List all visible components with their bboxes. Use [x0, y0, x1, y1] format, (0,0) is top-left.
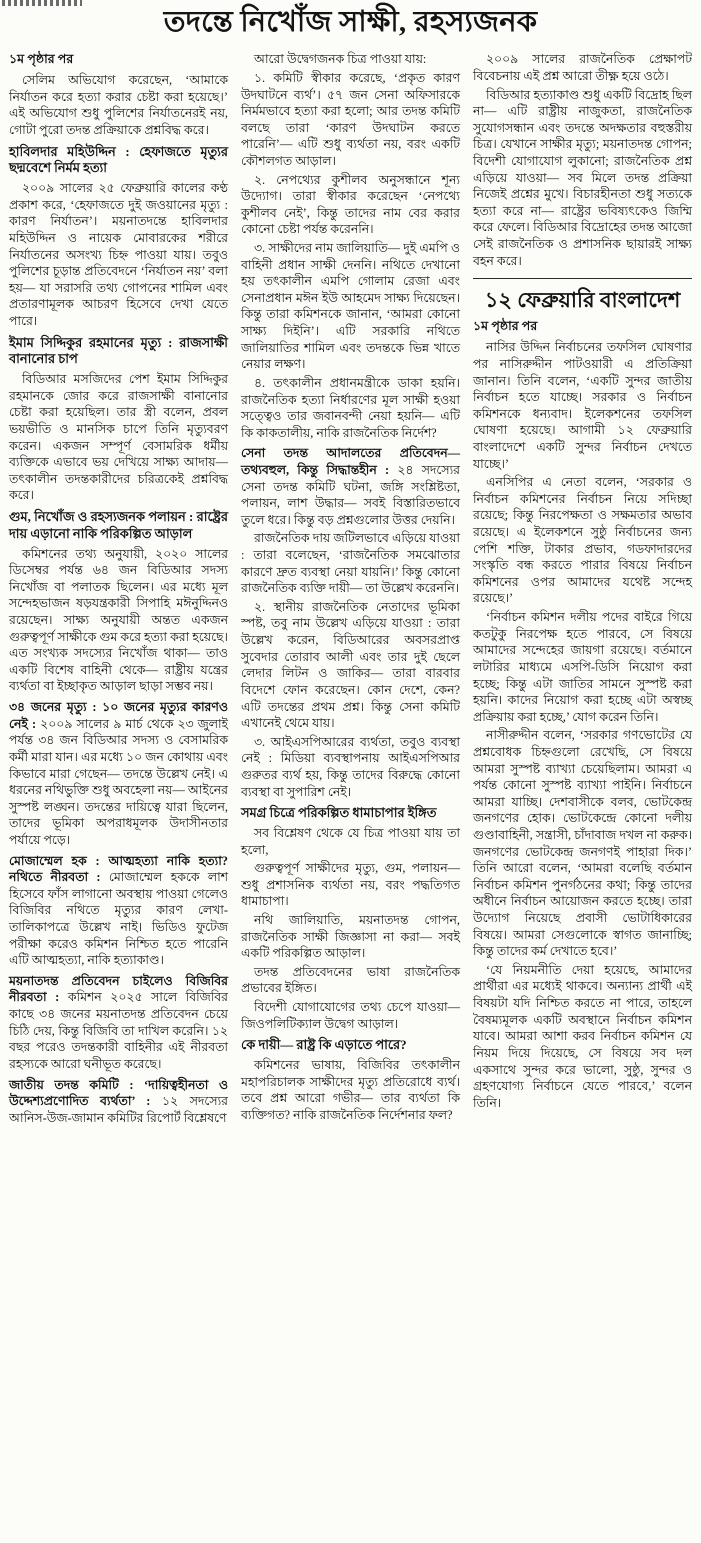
- article-paragraph: ২০০৯ সালের ২৫ ফেব্রুয়ারি কালের কণ্ঠ প্রকাশ করে, ‘হেফাজতে দুই জওয়ানের মৃত্যু : কারণ নির্যাতন’। ময়নাতদন্তে হাবিলদার মহিউদ্দিন ও নায়েক মোবারকের শরীরে নির্যাতনের অসংখ্য চিহ্ন পাওয়া যায়। তবুও পুলিশের চূড়ান্ত প্রতিবেদনে ‘নির্যাতন নয়’ বলা হয়— যা সরাসরি তথ্য গোপনের শামিল এবং প্রতারণামূলক আচরণ হিসেবে দেখা যেতে পারে।: [9, 181, 228, 329]
- article-paragraph: ২০০৯ সালের রাজনৈতিক প্রেক্ষাপট বিবেচনায় এই প্রশ্ন আরো তীক্ষ্ণ হয়ে ওঠে।: [473, 52, 692, 83]
- article-paragraph: নাসির উদ্দিন নির্বাচনের তফসিল ঘোষণার পর নাসিরুদ্দীন পাটওয়ারী এ প্রতিক্রিয়া জানান। তিনি বলেন, ‘একটি সুন্দর জাতীয় নির্বাচন হতে যাচ্ছে। সরকার ও নির্বাচন কমিশনকে ধন্যবাদ। ইলেকশনের তফসিল ঘোষণা হয়েছে। আগামী ১২ ফেব্রুয়ারি বাংলাদেশে একটি সুন্দর নির্বাচন দেখতে যাচ্ছে।’: [473, 340, 692, 471]
- section-heading: সমগ্র চিত্রে পরিকল্পিত ধামাচাপার ইঙ্গিত: [241, 806, 437, 821]
- section-heading: ইমাম সিদ্দিকুর রহমানের মৃত্যু : রাজসাক্ষী বানানোর চাপ: [9, 335, 228, 367]
- article-column: [241, 51, 460, 1128]
- run-in-heading: মোজাম্মেল হক : আত্মহত্যা নাকি হত্যা? নথিতে নীরবতা :: [9, 853, 228, 885]
- article-paragraph: ৩. সাক্ষীদের নাম জালিয়াতি— দুই এমপি ও বাহিনী প্রধান সাক্ষী দেননি। নথিতে দেখানো হয় তৎকালীন এমপি গোলাম রেজা এবং সেনাপ্রধান মঈন ইউ আহমেদ সাক্ষ্য দিয়েছেন। কিন্তু তারা কমিশনকে জানান, ‘আমরা কোনো সাক্ষ্য দিইনি’। এটি সরকারি নথিতে জালিয়াতির শামিল এবং তদন্তকে ভিন্ন খাতে নেয়ার লক্ষণ।: [241, 241, 460, 372]
- article-paragraph: ‘নির্বাচন কমিশন দলীয় পদের বাইরে গিয়ে কতটুকু নিরপেক্ষ হতে পারবে, সে বিষয়ে আমাদের সন্দেহের জায়গা রয়েছে। বর্তমানে লটারির মাধ্যমে এসপি-ডিসি নিয়োগ করা হচ্ছে; কিন্তু এটা জাতির সামনে সুস্পষ্ট করা হয়নি। কাদের নিয়োগ করা হচ্ছে এটা অস্বচ্ছ প্রক্রিয়ায় করা হচ্ছে,’ যোগ করেন তিনি।: [473, 610, 692, 724]
- paragraph-text: ১২ সদস্যের আনিস-উজ-জামান কমিটির রিপোর্ট বিশ্লেষণে: [9, 1094, 228, 1125]
- article-paragraph: ‘যে নিয়মনীতি দেয়া হয়েছে, আমাদের প্রার্থীরা এর মধ্যেই থাকবে। অন্যান্য প্রার্থী এই বিষয়টা যদি নিশ্চিত করতে না পারে, তাহলে বৈষম্যমূলক একটি অবস্থানে নির্বাচন কমিশন যাবে। আমরা আশা করব নির্বাচন কমিশন যে নিয়ম দিয়ে দিয়েছে, সে বিষয়ে সব দল একসাথে সুন্দর করে ভালো, সুষ্ঠু, সুন্দর ও গ্রহণযোগ্য নির্বাচনে যেতে পারবে,’ বলেন তিনি।: [473, 962, 692, 1110]
- article-paragraph: গুরুত্বপূর্ণ সাক্ষীদের মৃত্যু, গুম, পলায়ন— শুধু প্রশাসনিক ব্যর্থতা নয়, বরং পদ্ধতিগত ধামাচাপা।: [241, 861, 460, 909]
- article-paragraph: কমিশনের ভাষায়, বিজিবির তৎকালীন মহাপরিচালক সাক্ষীদের মৃত্যু প্রতিরোধে ব্যর্থ। তবে প্রশ্ন আরো গভীর— তার ব্যর্থতা কি ব্যক্তিগত? নাকি রাজনৈতিক নির্দেশনার ফল?: [241, 1058, 460, 1122]
- paragraph-text: ২০০৯ সালের ৯ মার্চ থেকে ২৩ জুলাই পর্যন্ত ৩৪ জন বিডিআর সদস্য ও বেসামরিক কর্মী মারা যান। এর মধ্যে ১০ জন কোথায় এবং কিভাবে মারা গেছেন— তদন্তে উল্লেখ নেই। এ ধরনের নথিভুক্তি শুধু অবহেলা নয়— আইনের সুস্পষ্ট লঙ্ঘন। তদন্তের দায়িত্বে যারা ছিলেন, তাদের ভূমিকা অপরাধমূলক উদাসীনতার পর্যায়ে পড়ে।: [9, 716, 228, 847]
- section-heading: গুম, নিখোঁজ ও রহস্যজনক পলায়ন : রাষ্ট্রের দায় এড়ানো নাকি পরিকল্পিত আড়াল: [9, 510, 228, 541]
- article-paragraph: এনসিপির এ নেতা বলেন, ‘সরকার ও নির্বাচন কমিশনের নির্বাচন নিয়ে সদিচ্ছা রয়েছে; কিন্তু নিরপেক্ষতা ও সক্ষমতার অভাব রয়েছে। এ ইলেকশনে সুষ্ঠু নির্বাচনের জন্য পেশি শক্তি, টাকার প্রভাব, গডফাদারদের সংস্কৃতি বন্ধ করতে পারার বিষয়ে নির্বাচন কমিশনের ওপর আমাদের যথেষ্ট সন্দেহ রয়েছে।’: [473, 475, 692, 606]
- article-paragraph: ১. কমিটি স্বীকার করেছে, ‘প্রকৃত কারণ উদঘাটনে ব্যর্থ’। ৫৭ জন সেনা অফিসারকে নির্মমভাবে হত্যা করা হলো; আর তদন্ত কমিটি বলছে তারা ‘কারণ উদঘাটন করতে পারেনি’— এটি শুধু ব্যর্থতা নয়, বরং একটি কৌশলগত আড়াল।: [241, 70, 460, 168]
- article-paragraph: নাসীরুদ্দীন বলেন, ‘সরকার গণভোটের যে প্রশ্নবোধক চিহ্নগুলো রেখেছি, সে বিষয়ে আমরা সুস্পষ্ট ব্যাখ্যা চেয়েছিলাম। আমরা এ পর্যন্ত কোনো সুস্পষ্ট ব্যাখ্যা পাইনি। নির্বাচনে আমরা যাচ্ছি। দেশবাসীকে বলব, ভোটকেন্দ্র জনগণের হোক। ভোটকেন্দ্রে কোনো দলীয় গুণ্ডাবাহিনী, সন্ত্রাসী, চাঁদাবাজ দখল না করুক। জনগণের ভোটকেন্দ্র জনগণই পাহারা দিক।’ তিনি আরো বলেন, ‘আমরা বলেছি বর্তমান নির্বাচন কমিশন পুনর্গঠনের কথা; কিন্তু তাদের অধীনে নির্বাচন আয়োজন করতে হচ্ছে। তারা উদ্যোগ নিয়েছে প্রবাসী ভোটাধিকারের বিষয়ে। আমরা সেগুলোকে স্বাগত জানাচ্ছি; কিন্তু তাদের কর্ম দেখাতে হবে।’: [473, 728, 692, 959]
- article-paragraph: সব বিশ্লেষণ থেকে যে চিত্র পাওয়া যায় তা হলো,: [241, 825, 460, 857]
- article-paragraph: বিডিআর হত্যাকাণ্ড শুধু একটি বিদ্রোহ ছিল না— এটি রাষ্ট্রীয় নাজুকতা, রাজনৈতিক সুযোগসন্ধান এবং তদন্তে অদক্ষতার বহুস্তরীয় চিত্র। যেখানে সাক্ষীর মৃত্যু; ময়নাতদন্ত গোপন; বিদেশী যোগাযোগ লুকানো; রাজনৈতিক প্রশ্ন এড়িয়ে যাওয়া— সব মিলে তদন্ত প্রক্রিয়া নিজেই প্রশ্নের মুখে। বিচারহীনতা শুধু সত্যকে হত্যা করে না— রাষ্ট্রের ভবিষ্যৎকেও জিম্মি করে ফেলে। বিডিআর বিদ্রোহের তদন্ত আজো সেই রাজনৈতিক ও প্রশাসনিক ছায়ারই সাক্ষ্য বহন করে।: [473, 87, 692, 268]
- section-heading: হাবিলদার মহিউদ্দিন : হেফাজতে মৃত্যুর ছদ্মবেশে নির্মম হত্যা: [9, 144, 228, 176]
- article-paragraph: বিডিআর মসজিদের পেশ ইমাম সিদ্দিকুর রহমানকে জোর করে রাজসাক্ষী বানানোর চেষ্টা করা হয়েছিল। তার স্ত্রী বলেন, প্রবল ভয়ভীতি ও মানসিক চাপে তিনি মৃত্যুবরণ করেন। একজন সম্পূর্ণ বেসামরিক ধর্মীয় ব্যক্তিকে এভাবে ভয় দেখিয়ে সাক্ষ্য আদায়— তৎকালীন তদন্তকারীদের চরিত্রকেই প্রশ্নবিদ্ধ করে।: [9, 372, 228, 503]
- article-paragraph: তদন্ত প্রতিবেদনের ভাষা রাজনৈতিক প্রভাবের ইঙ্গিত।: [241, 964, 460, 996]
- article-paragraph: ২. নেপথ্যের কুশীলব অনুসন্ধানে শূন্য উদ্যোগ। তারা স্বীকার করেছেন ‘নেপথ্যে কুশীলব নেই’, কিন্তু তাদের নাম বের করার কোনো চেষ্টা পর্যন্ত করেননি।: [241, 172, 460, 237]
- paragraph-text: কমিশন ২০২৫ সালে বিজিবির কাছে ৩৪ জনের ময়নাতদন্ত প্রতিবেদন চেয়ে চিঠি দেয়, কিন্তু বিজিবি তা দাখিল করেনি। ১২ বছর পরেও তদন্তকারী বাহিনীর এই নীরবতা রহস্যকে আরো ঘনীভূত করেছে।: [9, 990, 228, 1071]
- article-paragraph: রাজনৈতিক দায় জটিলভাবে এড়িয়ে যাওয়া : তারা বলেছেন, ‘রাজনৈতিক সমঝোতার কারণে দ্রুত ব্যবস্থা নেয়া যায়নি।’ কিন্তু কোনো রাজনৈতিক ব্যক্তি দায়ী— তা উল্লেখ করেননি।: [241, 531, 460, 596]
- page-edge-artifact: [2, 0, 82, 6]
- article-paragraph: নথি জালিয়াতি, ময়নাতদন্ত গোপন, রাজনৈতিক সাক্ষী জিজ্ঞাসা না করা— সবই একটি পরিকল্পিত আড়াল।: [241, 912, 460, 961]
- article-paragraph-leadin: [9, 973, 228, 1073]
- article-paragraph: আরো উদ্বেগজনক চিত্র পাওয়া যায়:: [254, 52, 427, 67]
- article-paragraph: ৪. তৎকালীন প্রধানমন্ত্রীকে ডাকা হয়নি। রাজনৈতিক হত্যা নির্ধারণের মূল সাক্ষী হওয়া সত্ত্বেও তার জবানবন্দী নেয়া হয়নি— এটি কি কাকতালীয়, নাকি রাজনৈতিক নির্দেশ?: [241, 375, 460, 440]
- article-paragraph-leadin: [9, 699, 228, 848]
- article-paragraph: ২. স্থানীয় রাজনৈতিক নেতাদের ভূমিকা স্পষ্ট, তবু নাম উল্লেখ এড়িয়ে যাওয়া : তারা উল্লেখ করেন, বিডিআরের অবসরপ্রাপ্ত সুবেদার তোরাব আলী এবং তার দুই ছেলে লেদার লিটন ও জাকির— তারা বারবার বিদেশে ফোন করেছেন। কোন দেশে, কেন? এটি তদন্তের প্রথম প্রশ্ন। কিন্তু সেনা কমিটি এখানেই থেমে যায়।: [241, 599, 460, 731]
- section-heading: কে দায়ী— রাষ্ট্র কি এড়াতে পারে?: [241, 1038, 407, 1053]
- article-columns: [0, 43, 701, 1128]
- main-headline: তদন্তে নিখোঁজ সাক্ষী, রহস্যজনক: [163, 6, 538, 38]
- paragraph-text: ২৪ সদস্যের সেনা তদন্ত কমিটি ঘটনা, জঙ্গি সংশ্লিষ্টতা, পলায়ন, লাশ উদ্ধার— সবই বিস্তারিতভাবে তুলে ধরে। কিন্তু বড় প্রশ্নগুলোর উত্তর দেয়নি।: [241, 462, 460, 527]
- article-paragraph: বিদেশী যোগাযোগের তথ্য চেপে যাওয়া— জিওপলিটিক্যাল উদ্বেগ আড়াল।: [241, 1000, 460, 1031]
- continued-from-label: ১ম পৃষ্ঠার পর: [9, 52, 74, 67]
- article-paragraph: সেলিম অভিযোগ করেছেন, ‘আমাকে নির্যাতন করে হত্যা করার চেষ্টা করা হয়েছে।’ এই অভিযোগ শুধু পুলিশের নির্যাতনেরই নয়, গোটা পুরো তদন্ত প্রক্রিয়াকে প্রশ্নবিদ্ধ করে।: [9, 73, 228, 138]
- article-paragraph: ৩. আইএসপিআরের ব্যর্থতা, তবুও ব্যবস্থা নেই : মিডিয়া ব্যবস্থাপনায় আইএসপিআর গুরুতর ব্যর্থ হয়, কিন্তু তাদের বিরুদ্ধে কোনো ব্যবস্থা বা সুপারিশ নেই।: [241, 734, 460, 799]
- run-in-heading: জাতীয় তদন্ত কমিটি : ‘দায়িত্বহীনতা ও উদ্দেশ্যপ্রণোদিত ব্যর্থতা’ :: [9, 1077, 228, 1109]
- article-paragraph: কমিশনের তথ্য অনুযায়ী, ২০২০ সালের ডিসেম্বর পর্যন্ত ৬৪ জন বিডিআর সদস্য নিখোঁজ বা পলাতক ছিলেন। এর মধ্যে মূল সন্দেহভাজন ষড়যন্ত্রকারী সিপাহি মঈনুদ্দিনও রয়েছেন। সাক্ষ্য অনুযায়ী অন্তত একজন গুরুত্বপূর্ণ সাক্ষীকে গুম করে হত্যা করা হয়েছে। এত সংখ্যক সদস্যের নিখোঁজ থাকা— তাও একটি বিশেষ বাহিনী থেকে— রাষ্ট্রীয় যন্ত্রের ব্যর্থতা বা ইচ্ছাকৃত আড়াল ছাড়া সম্ভব নয়।: [9, 546, 228, 694]
- run-in-heading: সেনা তদন্ত আদালতের প্রতিবেদন— তথ্যবহুল, কিন্তু সিদ্ধান্তহীন :: [241, 446, 460, 477]
- continued-from-label: ১ম পৃষ্ঠার পর: [473, 319, 538, 334]
- article-column: [9, 51, 228, 1128]
- secondary-article-headline: ১২ ফেব্রুয়ারি বাংলাদেশ: [473, 278, 692, 313]
- paragraph-text: মোজাম্মেল হককে লাশ হিসেবে ফাঁস লাগানো অবস্থায় পাওয়া গেলেও বিজিবির নথিতে মৃত্যুর কারণ লেখা-তালিকাপত্রে উল্লেখ নাই। ভিডিও ফুটেজ পরীক্ষা করেও কমিশন নিশ্চিত হতে পারেনি এটি আত্মহত্যা, নাকি হত্যাকাণ্ড।: [9, 870, 228, 968]
- run-in-heading: ময়নাতদন্ত প্রতিবেদন চাইলেও বিজিবির নীরবতা :: [9, 973, 228, 1005]
- article-paragraph-leadin: [9, 1077, 228, 1127]
- run-in-heading: ৩৪ জনের মৃত্যু : ১০ জনের মৃত্যুর কারণও নেই :: [9, 700, 228, 731]
- article-column: [473, 51, 692, 1128]
- article-paragraph-leadin: [9, 853, 228, 969]
- article-paragraph-leadin: [241, 445, 460, 528]
